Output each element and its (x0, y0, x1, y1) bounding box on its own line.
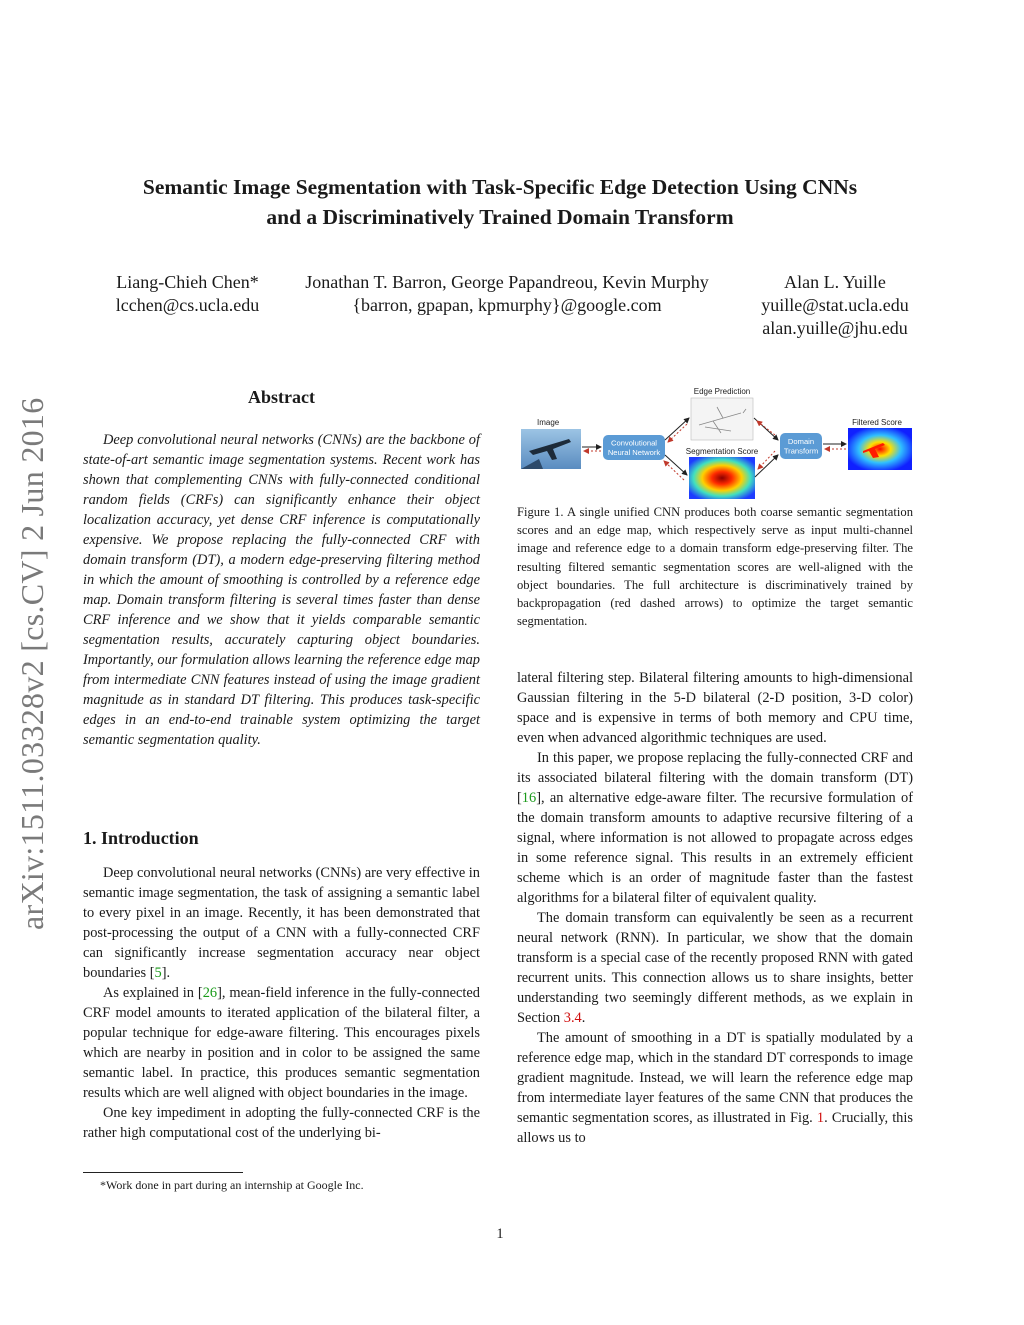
paper-title (0, 172, 1000, 232)
label-filtered-score: Filtered Score (852, 418, 902, 427)
citation-link[interactable]: 5 (154, 965, 162, 981)
author-email: alan.yuille@jhu.edu (762, 318, 908, 338)
abstract-heading: Abstract (248, 387, 315, 407)
intro-body (83, 863, 480, 1143)
author-block-2 (276, 271, 738, 317)
figure-1-caption: Figure 1. A single unified CNN produces both coarse semantic segmentation scores and an edge map, which respectively serve as input multi-channel image and reference edge to a domain transform edge-preserving filter. The resulting filtered semantic segmentation scores are well-aligned with the object boundaries. The full architecture is discriminatively trained by backpropagation (red dashed arrows) to optimize the target semantic segmentation. (517, 505, 913, 629)
label-segmentation-score: Segmentation Score (685, 447, 759, 456)
svg-text:Neural Network: Neural Network (607, 448, 661, 457)
paragraph-proposal: In this paper, we propose replacing the fully-connected CRF and its associated bilateral filtering with the domain transform (DT) [16], an alternative edge-aware filter. The recursive formulation of the domain transform amounts to adaptive recursive filtering of a signal, where information is not allowed to propagate across edges in some reference signal. This results in an extremely efficient scheme which is an order of magnitude faster than the fastest algorithms for a bilateral filter of equivalent quality. (517, 750, 913, 906)
edge-map (691, 398, 753, 440)
author-name: Jonathan T. Barron, George Papandreou, Kevin Murphy (305, 272, 709, 292)
segmentation-heatmap (689, 457, 755, 499)
intro-paragraph-3: One key impediment in adopting the fully-connected CRF is the rather high computational cost of the underlying bi- (83, 1105, 480, 1141)
arxiv-identifier: arXiv:1511.03328v2 [cs.CV] 2 Jun 2016 (14, 397, 50, 930)
filtered-heatmap (848, 428, 912, 470)
svg-text:Domain: Domain (787, 437, 815, 446)
title-line-2: and a Discriminatively Trained Domain Transform (266, 205, 734, 229)
paragraph-continued: lateral filtering step. Bilateral filtering amounts to high-dimensional Gaussian filtering in the 5-D bilateral (2-D position, 3-D color) space and is expensive in terms of both memory and CPU time, even when advanced algorithmic techniques are used. (517, 670, 913, 746)
figure-1-diagram (517, 385, 913, 500)
author-block-3 (740, 271, 930, 340)
author-email: {barron, gpapan, kpmurphy}@google.com (352, 295, 662, 315)
intro-paragraph-2: As explained in [26], mean-field inference in the fully-connected CRF model amounts to iterated application of the bilateral filter, a popular technique for edge-aware filtering. This encourages pixels which are nearby in position and in color to be assigned the same semantic label. In practice, this produces semantic segmentation results which are well aligned with object boundaries in the image. (83, 985, 480, 1101)
figure-link[interactable]: 1 (816, 1110, 825, 1126)
author-name: Liang-Chieh Chen* (116, 272, 259, 292)
intro-paragraph-1: Deep convolutional neural networks (CNNs) are very effective in semantic image segmentation, the task of assigning a semantic label to every pixel in an image. Recently, it has been demonstrated that post-processing the output of a CNN with a fully-connected CRF can significantly increase segmentation accuracy near object boundaries [5]. (83, 865, 480, 981)
author-name: Alan L. Yuille (784, 272, 886, 292)
author-email: lcchen@cs.ucla.edu (115, 295, 260, 315)
intro-heading: 1. Introduction (83, 828, 199, 848)
label-edge-prediction: Edge Prediction (693, 387, 751, 396)
label-image: Image (537, 418, 560, 427)
title-line-1: Semantic Image Segmentation with Task-Specific Edge Detection Using CNNs (142, 175, 858, 199)
svg-text:Convolutional: Convolutional (610, 438, 658, 448)
author-block-1 (95, 271, 280, 317)
right-column-body (517, 668, 913, 1148)
page-number: 1 (496, 1226, 504, 1242)
section-link[interactable]: 3.4 (563, 1010, 582, 1026)
paragraph-smoothing: The amount of smoothing in a DT is spatially modulated by a reference edge map, which in the standard DT corresponds to image gradient magnitude. Instead, we will learn the reference edge map from intermediate layer features of the same CNN that produces the semantic segmentation scores, as illustrated in Fig. 1. Crucially, this allows us to (517, 1030, 913, 1146)
paragraph-rnn: The domain transform can equivalently be seen as a recurrent neural network (RNN). In particular, we show that the domain transform is a special case of the recently proposed RNN with gated recurrent units. This connection allows us to share insights, better understanding two seemingly different methods, as we explain in Section 3.4. (517, 910, 913, 1026)
author-email: yuille@stat.ucla.edu (761, 295, 909, 315)
abstract-text: Deep convolutional neural networks (CNNs) are the backbone of state-of-art semantic image segmentation systems. Recent work has shown that complementing CNNs with fully-connected conditional random fields (CRFs) can significantly enhance their object localization accuracy, yet dense CRF inference is computationally expensive. We propose replacing the fully-connected CRF with domain transform (DT), a modern edge-preserving filtering method in which the amount of smoothing is controlled by a reference edge map. Domain transform filtering is several times faster than dense CRF inference and we show that it yields comparable semantic segmentation results, accurately capturing object boundaries. Importantly, our formulation allows learning the reference edge map from intermediate CNN features instead of using the image gradient magnitude as in standard DT filtering. This produces task-specific edges in an end-to-end trainable system optimizing the target semantic segmentation quality. (83, 432, 480, 748)
svg-text:Transform: Transform (783, 446, 819, 456)
citation-link[interactable]: 16 (521, 790, 537, 806)
footnote: *Work done in part during an internship at Google Inc. (100, 1178, 364, 1192)
citation-link[interactable]: 26 (202, 985, 218, 1001)
footnote-rule (83, 1172, 243, 1173)
